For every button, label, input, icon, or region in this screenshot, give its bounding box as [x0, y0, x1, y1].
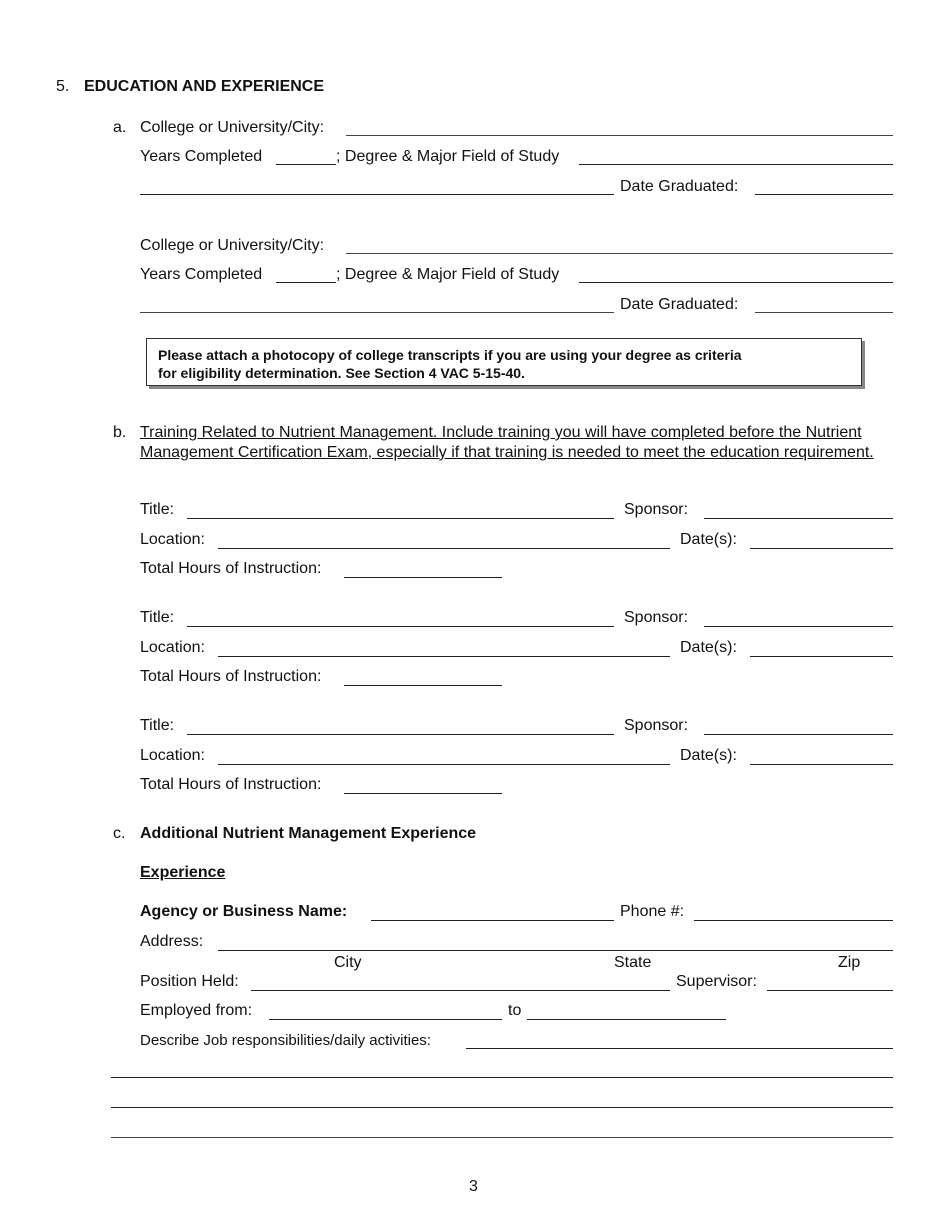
degree-field-2[interactable]	[579, 282, 893, 283]
date-graduated-field-1[interactable]	[755, 194, 893, 195]
college-field-1[interactable]	[346, 135, 893, 136]
experience-subheading: Experience	[140, 864, 226, 881]
years-field-2[interactable]	[276, 282, 336, 283]
training-sponsor-field-2[interactable]	[704, 626, 893, 627]
phone-field[interactable]	[694, 920, 893, 921]
state-caption: State	[614, 954, 652, 971]
training-location-field-1[interactable]	[218, 548, 670, 549]
employed-to-field[interactable]	[527, 1019, 726, 1020]
describe-field-line-2[interactable]	[111, 1077, 893, 1078]
training-title-label-3: Title:	[140, 717, 175, 734]
training-hours-field-3[interactable]	[344, 793, 502, 794]
city-caption: City	[334, 954, 362, 971]
position-field[interactable]	[251, 990, 670, 991]
training-location-field-3[interactable]	[218, 764, 670, 765]
training-dates-field-1[interactable]	[750, 548, 893, 549]
section-number: 5.	[56, 78, 70, 95]
training-sponsor-field-1[interactable]	[704, 518, 893, 519]
degree-label-1: ; Degree & Major Field of Study	[336, 148, 560, 165]
date-graduated-label-2: Date Graduated:	[620, 296, 739, 313]
address-field[interactable]	[218, 950, 893, 951]
degree-field-2-cont[interactable]	[140, 312, 614, 313]
phone-label: Phone #:	[620, 903, 685, 920]
training-dates-field-2[interactable]	[750, 656, 893, 657]
page-number: 3	[469, 1178, 478, 1195]
section-title: EDUCATION AND EXPERIENCE	[84, 78, 325, 95]
training-hours-label-1: Total Hours of Instruction:	[140, 560, 322, 577]
training-sponsor-label-3: Sponsor:	[624, 717, 689, 734]
item-label-a: a.	[113, 119, 127, 136]
supervisor-label: Supervisor:	[676, 973, 757, 990]
training-hours-label-2: Total Hours of Instruction:	[140, 668, 322, 685]
training-location-label-3: Location:	[140, 747, 205, 764]
training-sponsor-label-2: Sponsor:	[624, 609, 689, 626]
describe-label: Describe Job responsibilities/daily activities:	[140, 1032, 431, 1049]
zip-caption: Zip	[838, 954, 861, 971]
degree-label-2: ; Degree & Major Field of Study	[336, 266, 560, 283]
training-dates-label-1: Date(s):	[680, 531, 737, 548]
training-sponsor-field-3[interactable]	[704, 734, 893, 735]
training-hours-field-2[interactable]	[344, 685, 502, 686]
supervisor-field[interactable]	[767, 990, 893, 991]
employed-to-label: to	[508, 1002, 522, 1019]
college-label-1: College or University/City:	[140, 119, 325, 136]
employed-from-field[interactable]	[269, 1019, 502, 1020]
experience-heading: Additional Nutrient Management Experience	[140, 825, 477, 842]
transcript-notice	[146, 338, 862, 386]
notice-line-2: for eligibility determination. See Section 4 VAC 5-15-40.	[158, 365, 525, 381]
training-dates-field-3[interactable]	[750, 764, 893, 765]
college-label-2: College or University/City:	[140, 237, 325, 254]
training-location-field-2[interactable]	[218, 656, 670, 657]
describe-field[interactable]	[466, 1048, 893, 1049]
employed-from-label: Employed from:	[140, 1002, 253, 1019]
training-hours-field-1[interactable]	[344, 577, 502, 578]
degree-field-1[interactable]	[579, 164, 893, 165]
item-label-b: b.	[113, 424, 127, 441]
years-label-2: Years Completed	[140, 266, 263, 283]
training-sponsor-label-1: Sponsor:	[624, 501, 689, 518]
training-intro: Training Related to Nutrient Management. Include training you will have completed before the Nutrient Management Certification Exam, especially if that training is needed to meet the education requirement.	[140, 424, 874, 461]
date-graduated-label-1: Date Graduated:	[620, 178, 739, 195]
years-label-1: Years Completed	[140, 148, 263, 165]
training-title-field-2[interactable]	[187, 626, 614, 627]
agency-field[interactable]	[371, 920, 614, 921]
training-location-label-1: Location:	[140, 531, 205, 548]
college-field-2[interactable]	[346, 253, 893, 254]
training-title-field-1[interactable]	[187, 518, 614, 519]
training-title-field-3[interactable]	[187, 734, 614, 735]
describe-field-line-3[interactable]	[111, 1107, 893, 1108]
position-label: Position Held:	[140, 973, 239, 990]
training-title-label-1: Title:	[140, 501, 175, 518]
training-location-label-2: Location:	[140, 639, 205, 656]
training-title-label-2: Title:	[140, 609, 175, 626]
agency-label: Agency or Business Name:	[140, 903, 348, 920]
training-hours-label-3: Total Hours of Instruction:	[140, 776, 322, 793]
date-graduated-field-2[interactable]	[755, 312, 893, 313]
degree-field-1-cont[interactable]	[140, 194, 614, 195]
item-label-c: c.	[113, 825, 126, 842]
training-dates-label-3: Date(s):	[680, 747, 737, 764]
address-label: Address:	[140, 933, 204, 950]
notice-line-1: Please attach a photocopy of college transcripts if you are using your degree as criteria	[158, 347, 742, 363]
describe-field-line-4[interactable]	[111, 1137, 893, 1138]
years-field-1[interactable]	[276, 164, 336, 165]
training-dates-label-2: Date(s):	[680, 639, 737, 656]
